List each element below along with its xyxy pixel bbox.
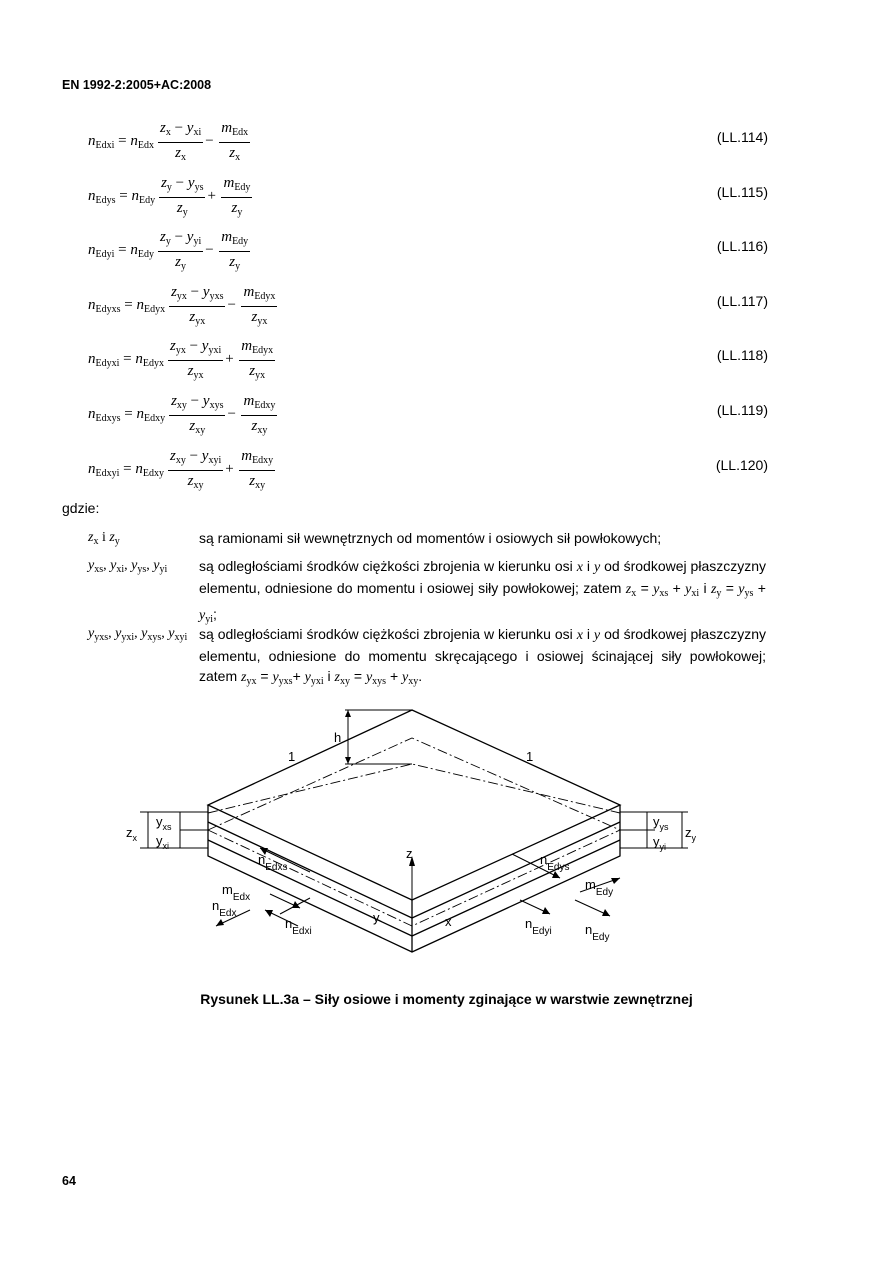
fraction-2: $m_{Edxy}$ $z_{xy}$ (241, 448, 274, 491)
label-x: x (445, 914, 452, 929)
formula-operator: − (227, 297, 236, 313)
page-number: 64 (62, 1174, 76, 1188)
formula-lhs: $n_{Edyi} = n_{Edy}$ (88, 242, 154, 260)
figure-drawing (120, 700, 740, 980)
label-zx: $z_x$ (126, 825, 137, 843)
label-mEdy: $m_{Edy}$ (585, 877, 614, 898)
fraction-2: $m_{Edy}$ $z_y$ (223, 175, 251, 218)
fraction-2: $m_{Edy}$ $z_y$ (221, 229, 249, 272)
label-nEdy: $n_{Edy}$ (585, 922, 610, 943)
label-1-right: 1 (526, 749, 534, 764)
equation-number: (LL.119) (716, 402, 768, 418)
equation-row (88, 119, 768, 173)
fraction-2: $m_{Edyx}$ $z_{yx}$ (241, 338, 274, 381)
equation-number: (LL.115) (716, 184, 768, 200)
formula-operator: + (225, 461, 234, 477)
label-yys: $y_{ys}$ (653, 814, 669, 832)
fraction-1: $z_y - y_{ys}$ $z_y$ (161, 175, 204, 218)
equation-row (88, 283, 768, 337)
equation-number: (LL.116) (716, 238, 768, 254)
equation-number: (LL.120) (715, 457, 768, 473)
label-nEdys: $n_{Edys}$ (540, 852, 570, 873)
formula-lhs: $n_{Edxys} = n_{Edxy}$ (88, 406, 166, 424)
formula-operator: − (205, 133, 214, 149)
definition-text: są odległościami środków ciężkości zbrojenia w kierunku osi x i y od środkowej płaszczyzny elementu, odniesione do momentu i osiowej siły powłokowej; zatem $z_x = y_{xs} + y_{xi}$ i $z_y = y_{ys} + y_{yi}$; (199, 558, 767, 625)
definition-term: $y_{yxs}$, $y_{yxi}$, $y_{xys}$, $y_{xyi}$ (88, 626, 188, 643)
equation-number: (LL.114) (716, 129, 768, 145)
figure-labels (126, 730, 697, 943)
document-header: EN 1992-2:2005+AC:2008 (62, 78, 212, 92)
formula-lhs: $n_{Edxyi} = n_{Edxy}$ (88, 461, 164, 479)
label-yyi: $y_{yi}$ (653, 834, 666, 852)
label-yxs: $y_{xs}$ (156, 814, 172, 832)
fraction-2: $m_{Edxy}$ $z_{xy}$ (243, 393, 276, 436)
equation-row (88, 447, 768, 501)
label-nEdxi: $n_{Edxi}$ (285, 916, 312, 937)
slab-outline (208, 805, 620, 952)
layer-line-lower (208, 840, 620, 936)
fraction-1: $z_x - y_{xi}$ $z_x$ (159, 120, 202, 163)
fraction-1: $z_{yx} - y_{yxs}$ $z_{yx}$ (171, 284, 224, 327)
label-nEdx: $n_{Edx}$ (212, 898, 237, 919)
fraction-1: $z_y - y_{yi}$ $z_y$ (159, 229, 202, 272)
label-yxi: $y_{xi}$ (156, 833, 169, 851)
formula-lhs: $n_{Edyxi} = n_{Edyx}$ (88, 351, 164, 369)
mid-plane-back (208, 738, 620, 830)
equation-number: (LL.118) (716, 347, 768, 363)
label-mEdx: $m_{Edx}$ (222, 882, 251, 903)
formula-lhs: $n_{Edyxs} = n_{Edyx}$ (88, 297, 166, 315)
formula-lhs: $n_{Edys} = n_{Edy}$ (88, 188, 156, 206)
figure-caption: Rysunek LL.3a – Siły osiowe i momenty zginające w warstwie zewnętrznej (200, 991, 693, 1007)
equation-row (88, 228, 768, 282)
fraction-2: $m_{Edyx}$ $z_{yx}$ (243, 284, 276, 327)
definition-text: są ramionami sił wewnętrznych od momentów i osiowych sił powłokowych; (199, 530, 662, 546)
definition-term: $y_{xs}$, $y_{xi}$, $y_{ys}$, $y_{yi}$ (88, 558, 168, 575)
label-nEdxs: $n_{Edxs}$ (258, 852, 288, 873)
label-nEdyi: $n_{Edyi}$ (525, 916, 552, 937)
inner-layer-back (208, 764, 620, 813)
formula-operator: + (207, 188, 216, 204)
equation-row (88, 392, 768, 446)
fraction-2: $m_{Edx}$ $z_x$ (221, 120, 249, 163)
fraction-1: $z_{yx} - y_{yxi}$ $z_{yx}$ (169, 338, 222, 381)
where-label: gdzie: (62, 500, 100, 516)
equation-number: (LL.117) (716, 293, 768, 309)
label-1-left: 1 (288, 749, 296, 764)
fraction-1: $z_{xy} - y_{xyi}$ $z_{xy}$ (169, 448, 222, 491)
label-z: z (406, 846, 413, 861)
label-zy: $z_y$ (685, 825, 696, 843)
equation-row (88, 174, 768, 228)
formula-operator: − (227, 406, 236, 422)
definition-term: $z_x$ i $z_y$ (88, 530, 120, 547)
label-h: h (334, 730, 342, 745)
label-y: y (373, 910, 380, 925)
formula-operator: + (225, 351, 234, 367)
equation-row (88, 337, 768, 391)
definition-text: są odległościami środków ciężkości zbrojenia w kierunku osi x i y od środkowej płaszczyzny elementu, odniesione do momentu skręcającego i osiowej ścinającej siły powłokowej; zatem $z_{yx} = y_{yxs}+ y_{yxi}$ i $z_{xy} = y_{xys} + y_{xy}$. (199, 626, 767, 687)
fraction-1: $z_{xy} - y_{xys}$ $z_{xy}$ (171, 393, 224, 436)
formula-lhs: $n_{Edxi} = n_{Edx}$ (88, 133, 154, 151)
shell-layer-figure (120, 700, 740, 985)
formula-operator: − (205, 242, 214, 258)
